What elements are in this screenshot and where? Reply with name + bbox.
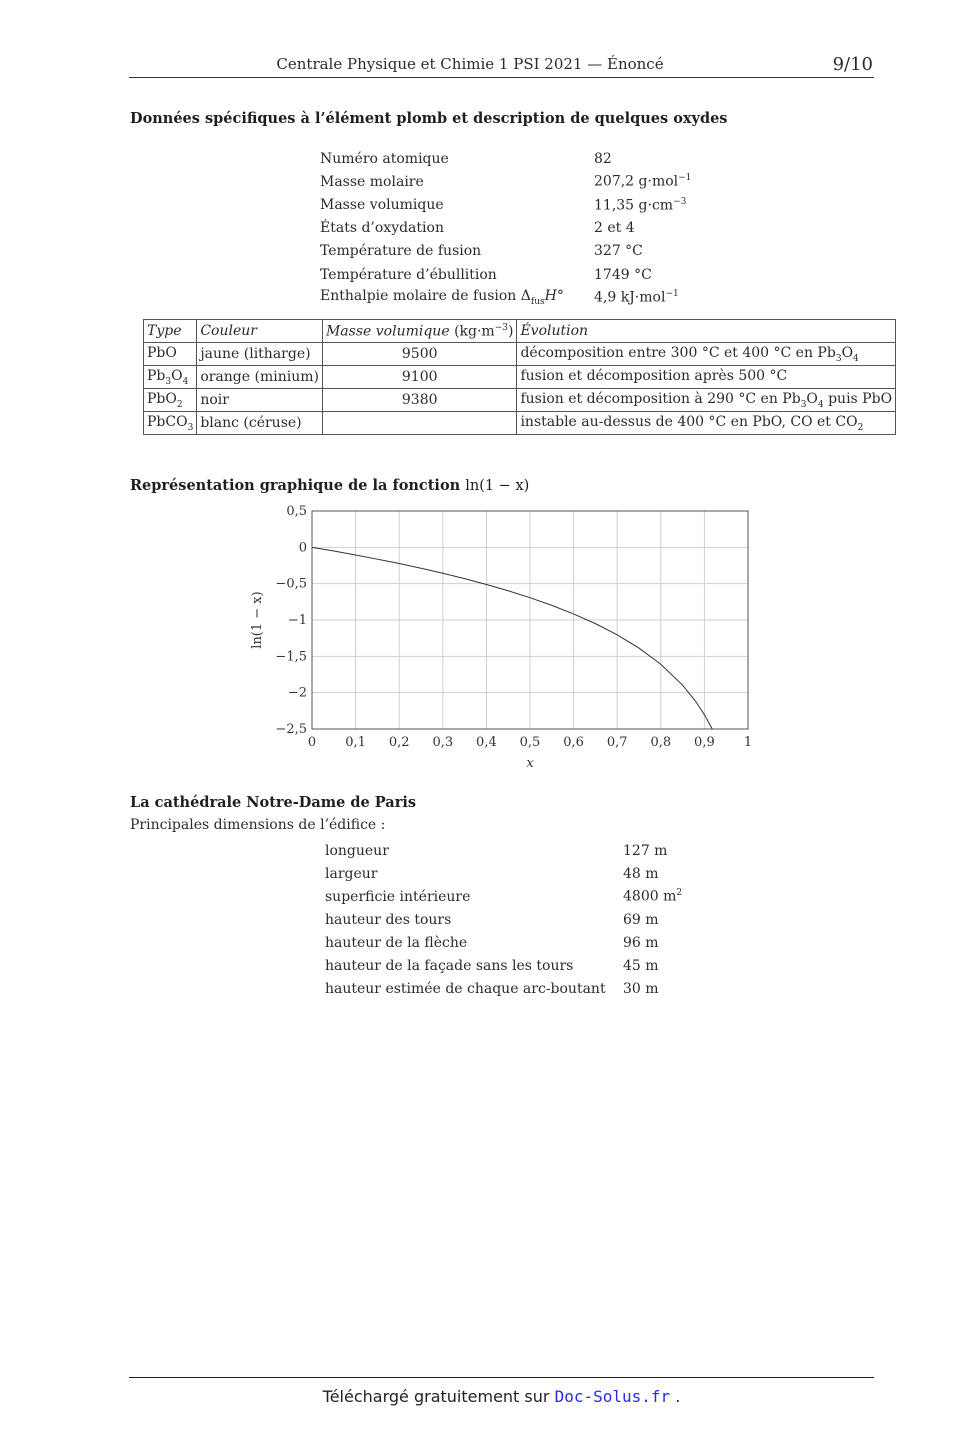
doc-solus-link[interactable]: Doc-Solus.fr — [554, 1387, 671, 1406]
x-tick-labels — [308, 735, 752, 750]
y-tick-label: −2 — [287, 685, 307, 701]
dimension-row — [325, 931, 682, 954]
page-number: 9/10 — [832, 54, 873, 75]
x-tick-label: 0,7 — [606, 735, 628, 750]
dimension-value: 45 m — [623, 958, 659, 975]
chart-grid — [312, 511, 748, 729]
oxide-row — [144, 343, 896, 366]
oxide-formula: PbO — [144, 343, 197, 366]
property-row — [320, 240, 691, 263]
y-tick-label: −0,5 — [275, 576, 307, 592]
property-value: 207,2 g·mol$^{-1}$ — [594, 173, 692, 191]
cathedral-dimensions-table — [325, 839, 682, 1001]
dimension-row — [325, 839, 682, 862]
dimension-value: 69 m — [623, 911, 659, 928]
property-value: 2 et 4 — [594, 220, 635, 237]
property-value: 4,9 kJ·mol$^{-1}$ — [594, 289, 679, 307]
x-tick-label: 0,3 — [432, 735, 454, 750]
property-row — [320, 286, 691, 309]
dimension-row — [325, 908, 682, 931]
footer — [0, 1387, 980, 1406]
y-tick-label: 0,5 — [286, 504, 307, 519]
oxide-density — [322, 412, 516, 435]
oxide-color: jaune (litharge) — [197, 343, 323, 366]
x-tick-label: 0,4 — [476, 735, 497, 750]
y-tick-label: 0 — [298, 540, 307, 556]
oxide-density: 9100 — [322, 366, 516, 389]
property-row — [320, 193, 691, 216]
oxide-formula: $Pb_3O_4$ — [144, 366, 197, 389]
dimension-label: longueur — [325, 842, 389, 859]
x-tick-label: 0,1 — [345, 735, 366, 750]
oxide-density: 9380 — [322, 389, 516, 412]
y-tick-label: −1 — [287, 613, 307, 628]
oxide-formula: PbO$_2$ — [144, 389, 197, 412]
dimension-row — [325, 978, 682, 1001]
footer-rule — [129, 1377, 874, 1378]
dimension-value: 48 m — [623, 865, 659, 882]
dimension-label: hauteur de la façade sans les tours — [325, 958, 574, 975]
property-value: 1749 °C — [594, 266, 652, 283]
property-row — [320, 170, 691, 193]
header-color: Couleur — [197, 320, 323, 343]
property-value: 11,35 $g\cdot cm^{-3}$ — [594, 196, 687, 214]
oxide-color: orange (minium) — [197, 366, 323, 389]
property-label: Masse volumique — [320, 196, 444, 213]
dimension-label: hauteur estimée de chaque arc-boutant — [325, 981, 606, 998]
oxide-density: 9500 — [322, 343, 516, 366]
oxide-color: blanc (céruse) — [197, 412, 323, 435]
header-density: Masse volumique $(kg\cdot m^{-3})$ — [322, 320, 516, 343]
property-row — [320, 217, 691, 240]
footer-text: Téléchargé gratuitement sur — [322, 1387, 550, 1406]
dimension-row — [325, 862, 682, 885]
dimension-value: 96 m — [623, 934, 659, 951]
cathedral-intro: Principales dimensions de l’édifice : — [130, 817, 386, 833]
oxide-evolution: instable au-dessus de 400 °C en PbO, CO et $CO_2$ — [517, 412, 896, 435]
dimension-label: hauteur de la flèche — [325, 934, 468, 951]
x-axis-label: x — [526, 756, 534, 771]
property-label: Numéro atomique — [320, 150, 449, 167]
property-value: 327 °C — [594, 243, 643, 260]
header-evolution: Évolution — [517, 320, 896, 343]
x-tick-label: 0 — [307, 735, 317, 750]
oxide-row — [144, 366, 896, 389]
dimension-row — [325, 954, 682, 977]
property-label: Température d’ébullition — [320, 266, 497, 283]
oxides-header-row — [144, 320, 896, 343]
property-row — [320, 147, 691, 170]
dimension-label: superficie intérieure — [325, 888, 471, 905]
x-tick-label: 0,9 — [694, 735, 715, 750]
dimension-row — [325, 885, 682, 908]
y-tick-labels — [275, 504, 307, 737]
oxides-table — [143, 319, 896, 435]
property-label: Masse molaire — [320, 173, 424, 190]
property-label: Température de fusion — [320, 243, 482, 260]
series-line — [312, 547, 712, 729]
footer-end: . — [675, 1387, 681, 1406]
property-label: Enthalpie molaire de fusion $\Delta_{fus}H^\circ$ — [320, 288, 564, 308]
graph-section-title: Représentation graphique de la fonction ln(1 − x) — [130, 477, 530, 494]
oxide-evolution: décomposition entre 300 °C et 400 °C en $Pb_3O_4$ — [517, 343, 896, 366]
x-tick-label: 0,8 — [650, 735, 672, 750]
header-type: Type — [144, 320, 197, 343]
dimension-value: 30 m — [623, 981, 659, 998]
oxide-evolution: fusion et décomposition à 290 °C en $Pb_3O_4$ puis PbO — [517, 389, 896, 412]
y-tick-label: −1,5 — [275, 649, 307, 665]
oxide-formula: PbCO$_3$ — [144, 412, 197, 435]
property-label: États d’oxydation — [320, 220, 444, 237]
x-tick-label: 0,5 — [519, 735, 541, 750]
lead-properties-table — [320, 147, 691, 309]
running-header: Centrale Physique et Chimie 1 PSI 2021 — Énoncé — [276, 55, 664, 73]
dimension-value: 4800 $m^2$ — [623, 888, 683, 906]
ln-function-chart — [240, 498, 760, 778]
y-tick-label: −2,5 — [275, 722, 307, 737]
dimension-value: 127 m — [623, 842, 668, 859]
oxide-color: noir — [197, 389, 323, 412]
lead-section-title: Données spécifiques à l’élément plomb et description de quelques oxydes — [130, 110, 728, 127]
oxide-row — [144, 389, 896, 412]
x-tick-label: 0,6 — [563, 735, 584, 750]
oxide-evolution: fusion et décomposition après 500 °C — [517, 366, 896, 389]
x-tick-label: 0,2 — [388, 735, 410, 750]
property-row — [320, 263, 691, 286]
dimension-label: largeur — [325, 865, 378, 882]
dimension-label: hauteur des tours — [325, 911, 452, 928]
y-axis-label: ln(1 − x) — [250, 591, 265, 649]
header-rule — [129, 77, 874, 78]
property-value: 82 — [594, 150, 612, 167]
x-tick-label: 1 — [743, 735, 753, 750]
oxide-row — [144, 412, 896, 435]
cathedral-section-title: La cathédrale Notre-Dame de Paris — [130, 794, 417, 811]
